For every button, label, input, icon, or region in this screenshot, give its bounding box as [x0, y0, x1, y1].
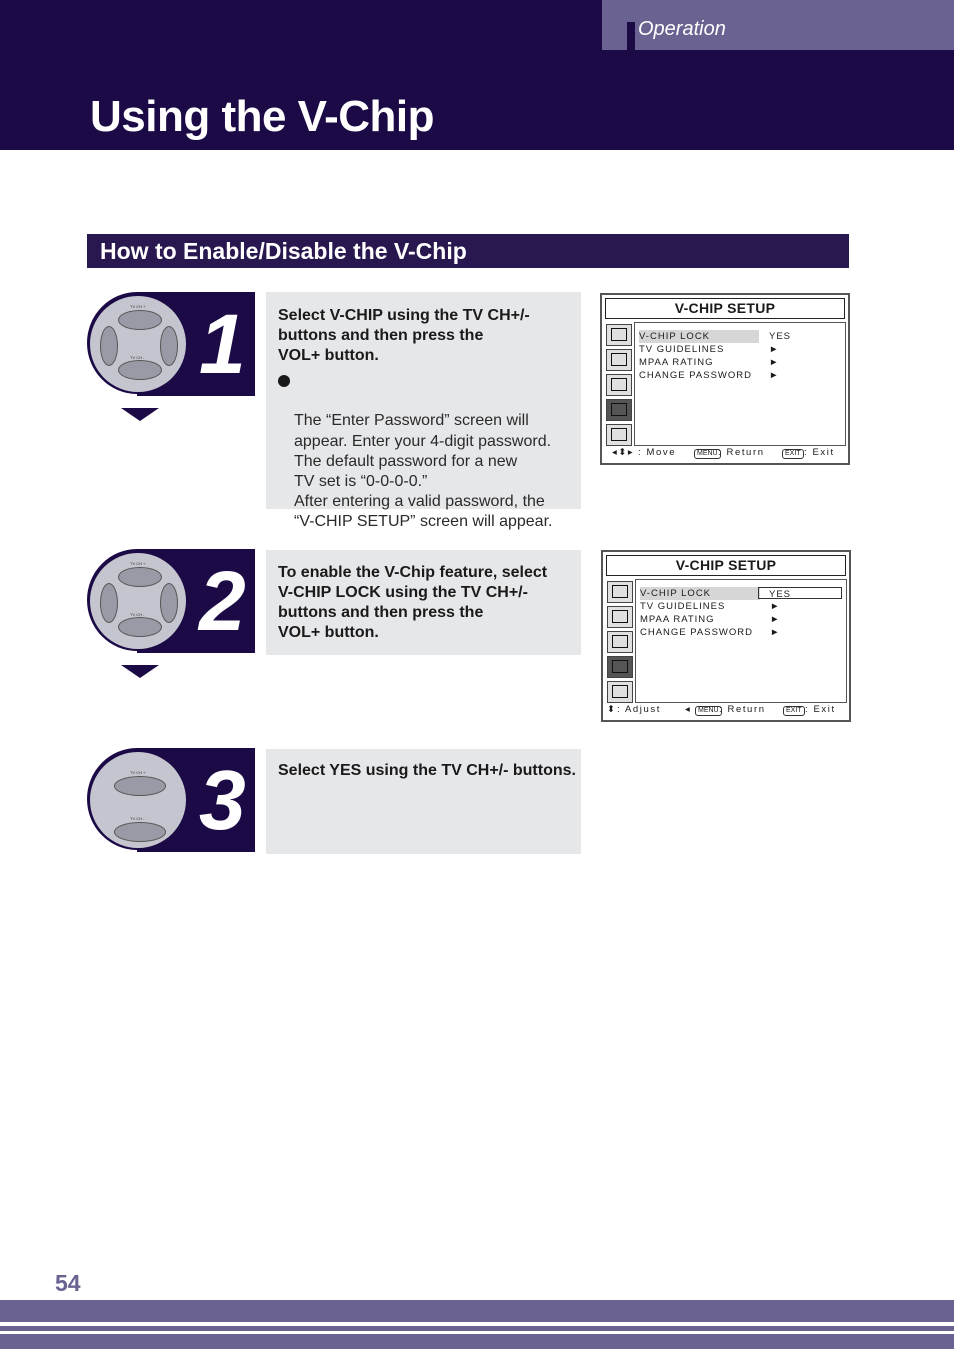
step-1-instruction: Select V-CHIP using the TV CH+/- buttons and then press the VOL+ button. — [278, 307, 530, 364]
section-label: Operation — [638, 18, 726, 40]
menu-key-icon: MENU — [695, 706, 722, 716]
osd-row-value: YES — [769, 331, 792, 342]
osd-updown-arrows-icon: ⬍ — [607, 704, 617, 715]
osd-row-label: MPAA RATING — [640, 614, 715, 625]
osd-row-value-selected: YES — [758, 587, 842, 599]
remote-control-icon — [90, 296, 186, 392]
osd-footer-nav: : Move — [638, 447, 677, 458]
sound-menu-icon — [607, 606, 633, 628]
exit-key-icon: EXIT — [783, 706, 805, 716]
osd-title: V-CHIP SETUP — [605, 298, 845, 319]
remote-control-icon — [90, 553, 186, 649]
remote-label-ch-up: TV CH + — [130, 561, 146, 566]
osd-footer — [607, 703, 845, 717]
osd-menu-key — [694, 446, 721, 460]
remote-label-ch-down: TV CH - — [130, 816, 145, 821]
footer-bar — [0, 1326, 954, 1331]
ch-down-button-icon — [118, 617, 162, 637]
osd-footer — [606, 446, 844, 460]
footer-bar — [0, 1300, 954, 1322]
step-number: 1 — [199, 297, 246, 391]
sound-menu-icon — [606, 349, 632, 371]
step-1-instruction-box — [266, 292, 581, 531]
step-number: 3 — [199, 753, 246, 847]
ch-down-button-icon — [118, 360, 162, 380]
vol-up-button-icon — [160, 583, 178, 623]
osd-row-label: CHANGE PASSWORD — [639, 370, 753, 381]
osd-footer-menu: : Return — [719, 704, 766, 715]
osd-row — [640, 626, 845, 639]
osd-screen-1 — [600, 293, 850, 465]
osd-row-value: ► — [769, 370, 780, 381]
remote-label-ch-down: TV CH - — [130, 355, 145, 360]
remote-label-ch-up: TV CH + — [130, 304, 146, 309]
channel-menu-icon — [607, 631, 633, 653]
osd-exit-key — [783, 703, 805, 717]
osd-row-label: CHANGE PASSWORD — [640, 627, 754, 638]
menu-key-icon: MENU — [694, 449, 721, 459]
channel-menu-icon — [606, 374, 632, 396]
footer-bar — [0, 1334, 954, 1349]
osd-menu-icons — [606, 324, 632, 449]
step-1-badge — [87, 292, 257, 398]
bullet-icon — [278, 375, 290, 387]
osd-row — [640, 613, 845, 626]
section-tab — [602, 0, 954, 50]
osd-row — [640, 600, 845, 613]
step-3-instruction-box — [266, 749, 581, 854]
osd-row-label: TV GUIDELINES — [640, 601, 726, 612]
osd-row-value: ► — [770, 614, 781, 625]
section-tab-marker — [627, 22, 635, 50]
osd-menu-list — [635, 579, 847, 703]
osd-menu-key — [695, 703, 722, 717]
osd-row-value: ► — [770, 601, 781, 612]
osd-footer-nav: : Adjust — [617, 704, 661, 715]
osd-row-label: MPAA RATING — [639, 357, 714, 368]
step-3-badge — [87, 748, 257, 854]
ch-up-button-icon — [118, 310, 162, 330]
step-3-instruction: Select YES using the TV CH+/- buttons. — [278, 762, 576, 779]
remote-label-ch-down: TV CH - — [130, 612, 145, 617]
osd-footer-menu: : Return — [718, 447, 765, 458]
step-number: 2 — [199, 554, 246, 648]
osd-row — [639, 369, 844, 382]
setup-menu-icon — [606, 399, 632, 421]
vol-down-button-icon — [100, 583, 118, 623]
osd-screen-2 — [601, 550, 851, 722]
setup-menu-icon — [607, 656, 633, 678]
osd-row-value: ► — [770, 627, 781, 638]
vol-up-button-icon — [160, 326, 178, 366]
step-2-instruction: To enable the V-Chip feature, select V-CHIP LOCK using the TV CH+/- buttons and then press the VOL+ button. — [278, 564, 548, 641]
special-menu-icon — [607, 681, 633, 703]
osd-row-label: TV GUIDELINES — [639, 344, 725, 355]
page-title: Using the V-Chip — [90, 92, 434, 141]
osd-row — [640, 587, 845, 600]
step-1-note — [278, 371, 578, 533]
section-heading-bar — [87, 234, 849, 268]
osd-nav-arrows-icon: ◂⬍▸ — [612, 447, 635, 458]
osd-row — [639, 343, 844, 356]
osd-row — [639, 330, 844, 343]
osd-row-value: ► — [769, 357, 780, 368]
osd-menu-list — [634, 322, 846, 446]
page-number: 54 — [55, 1270, 81, 1296]
exit-key-icon: EXIT — [782, 449, 804, 459]
step-2-badge — [87, 549, 257, 655]
osd-row — [639, 356, 844, 369]
vol-down-button-icon — [100, 326, 118, 366]
osd-row-label: V-CHIP LOCK — [639, 330, 759, 343]
picture-menu-icon — [606, 324, 632, 346]
remote-label-ch-up: TV CH + — [130, 770, 146, 775]
osd-footer-exit: : Exit — [804, 447, 835, 458]
osd-row-value: ► — [769, 344, 780, 355]
osd-exit-key — [782, 446, 804, 460]
picture-menu-icon — [607, 581, 633, 603]
step-arrow-icon — [121, 408, 159, 421]
ch-down-button-icon — [114, 822, 166, 842]
step-2-instruction-box — [266, 550, 581, 655]
ch-up-button-icon — [114, 776, 166, 796]
step-arrow-icon — [121, 665, 159, 678]
special-menu-icon — [606, 424, 632, 446]
osd-row-label: V-CHIP LOCK — [640, 587, 760, 600]
osd-menu-icons — [607, 581, 633, 706]
ch-up-button-icon — [118, 567, 162, 587]
osd-footer-exit: : Exit — [805, 704, 836, 715]
osd-title: V-CHIP SETUP — [606, 555, 846, 576]
section-heading: How to Enable/Disable the V-Chip — [100, 238, 467, 264]
step-1-note-text: The “Enter Password” screen will appear. Enter your 4-digit password. The default password for a new TV set is “0-0-0-0.” After entering a valid password, the “V-CHIP SETUP” screen will appear. — [294, 412, 553, 531]
osd-left-arrow-icon: ◂ — [685, 704, 692, 715]
remote-control-icon — [90, 752, 186, 848]
